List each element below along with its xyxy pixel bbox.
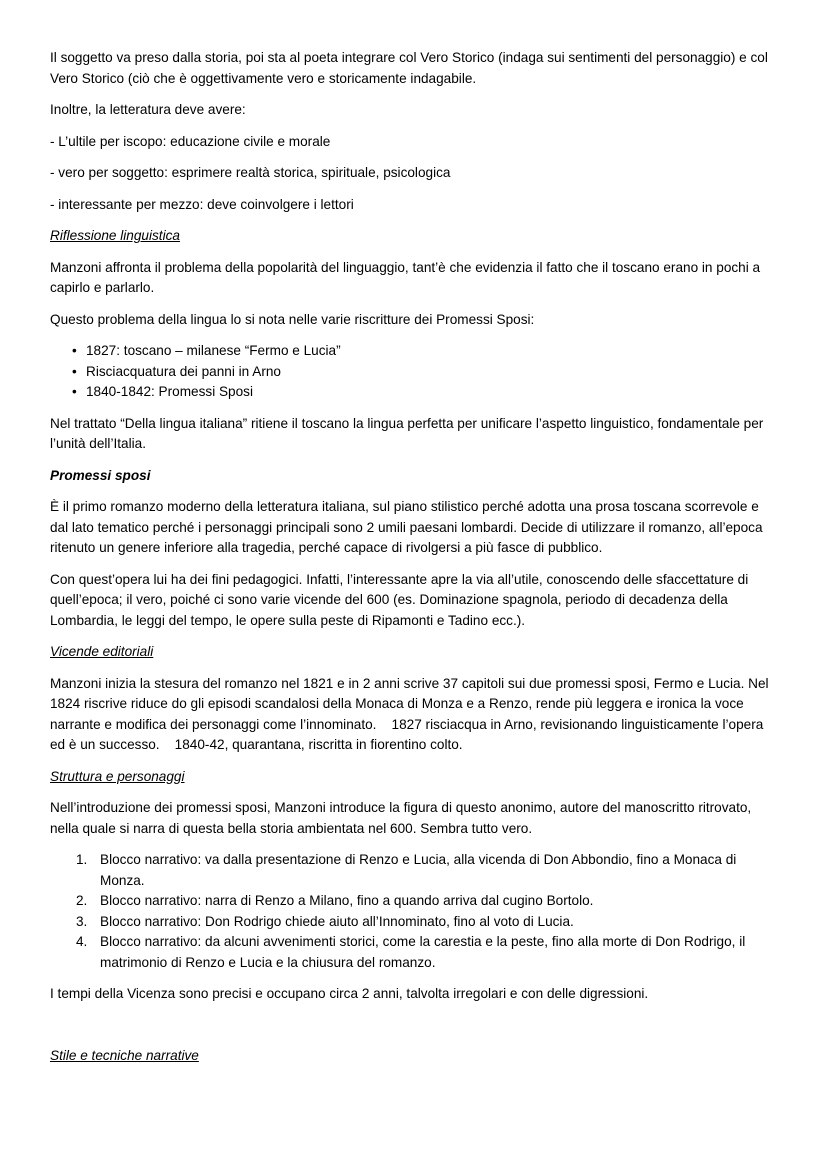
- list-text: Blocco narrativo: narra di Renzo a Milano, fino a quando arriva dal cugino Bortolo.: [100, 893, 594, 908]
- section-heading-stile: Stile e tecniche narrative: [50, 1047, 199, 1063]
- list-item: • 1827: toscano – milanese “Fermo e Lucia”: [50, 341, 780, 362]
- list-item: [50, 891, 780, 912]
- paragraph: Questo problema della lingua lo si nota nelle varie riscritture dei Promessi Sposi:: [50, 311, 535, 327]
- list-text: Blocco narrativo: da alcuni avvenimenti storici, come la carestia e la peste, fino alla morte di Don Rodrigo, il matrimonio di Renzo e Lucia e la chiusura del romanzo.: [100, 934, 746, 970]
- section-heading-vicende: Vicende editoriali: [50, 644, 154, 659]
- numbered-list: [50, 850, 780, 973]
- intro-paragraph: - vero per soggetto: esprimere realtà storica, spirituale, psicologica: [50, 165, 451, 180]
- section-heading-riflessione: Riflessione linguistica: [50, 228, 180, 243]
- intro-paragraph: - interessante per mezzo: deve coinvolgere i lettori: [50, 196, 354, 212]
- paragraph: Manzoni inizia la stesura del romanzo nel 1821 e in 2 anni scrive 37 capitoli sui due promessi sposi, Fermo e Lucia. Nel 1824 riscrive riduce do gli episodi scandalosi della Monaca di Monza e a Renzo, rende più leggera e ironica la voce narrante e modifica dei personaggi come l’innominato. 1827 risciacqua in Arno, revisionando linguisticamente l’opera ed è un successo. 1840-42, quarantana, riscritta in fiorentino colto.: [50, 675, 773, 752]
- list-item: • Risciacquatura dei panni in Arno: [50, 362, 780, 383]
- list-number: 2.: [76, 893, 88, 908]
- list-text: Blocco narrativo: va dalla presentazione di Renzo e Lucia, alla vicenda di Don Abbondio, fino a Monaca di Monza.: [100, 852, 737, 888]
- list-item: [50, 932, 780, 973]
- list-text: Blocco narrativo: Don Rodrigo chiede aiuto all’Innominato, fino al voto di Lucia.: [100, 913, 574, 929]
- section-heading-struttura: Struttura e personaggi: [50, 768, 185, 784]
- list-number: 4.: [76, 934, 88, 949]
- list-item: [50, 912, 780, 933]
- paragraph: È il primo romanzo moderno della letteratura italiana, sul piano stilistico perché adotta una prosa toscana scorrevole e dal lato tematico perché i personaggi principali sono 2 umili paesani lombardi. Decide di utilizzare il romanzo, all’epoca ritenuto un genere inferiore alla tragedia, perché capace di rivolgersi a più fasce di pubblico.: [50, 499, 763, 555]
- paragraph: Manzoni affronta il problema della popolarità del linguaggio, tant’è che evidenzia il fatto che il toscano erano in pochi a capirlo e parlarlo.: [50, 259, 761, 295]
- intro-paragraph: - L’ultile per iscopo: educazione civile e morale: [50, 133, 331, 149]
- list-number: 3.: [76, 913, 88, 929]
- bullet-list: [50, 341, 780, 403]
- list-number: 1.: [76, 852, 88, 867]
- document-body: [50, 48, 780, 1077]
- paragraph: Nel trattato “Della lingua italiana” ritiene il toscano la lingua perfetta per unificare l’aspetto linguistico, fondamentale per l’unità dell’Italia.: [50, 415, 764, 451]
- intro-paragraph: Inoltre, la letteratura deve avere:: [50, 102, 246, 117]
- list-item: [50, 850, 780, 891]
- section-heading-promessi-sposi: Promessi sposi: [50, 467, 151, 483]
- paragraph: Nell’introduzione dei promessi sposi, Manzoni introduce la figura di questo anonimo, autore del manoscritto ritrovato, nella quale si narra di questa bella storia ambientata nel 600. Sembra tutto vero.: [50, 800, 752, 836]
- list-item: • 1840-1842: Promessi Sposi: [50, 382, 780, 403]
- intro-paragraph: Il soggetto va preso dalla storia, poi sta al poeta integrare col Vero Storico (indaga sui sentimenti del personaggio) e col Vero Storico (ciò che è oggettivamente vero e storicamente indagabile.: [50, 50, 768, 86]
- spacer: [50, 1016, 780, 1046]
- paragraph: I tempi della Vicenza sono precisi e occupano circa 2 anni, talvolta irregolari e con delle digressioni.: [50, 986, 649, 1001]
- paragraph: Con quest’opera lui ha dei fini pedagogici. Infatti, l’interessante apre la via all’utile, conoscendo delle sfaccettature di quell’epoca; il vero, poiché ci sono varie vicende del 600 (es. Dominazione spagnola, periodo di decadenza della Lombardia, le leggi del tempo, le opere sulla peste di Ripamonti e Tadino ecc.).: [50, 571, 749, 628]
